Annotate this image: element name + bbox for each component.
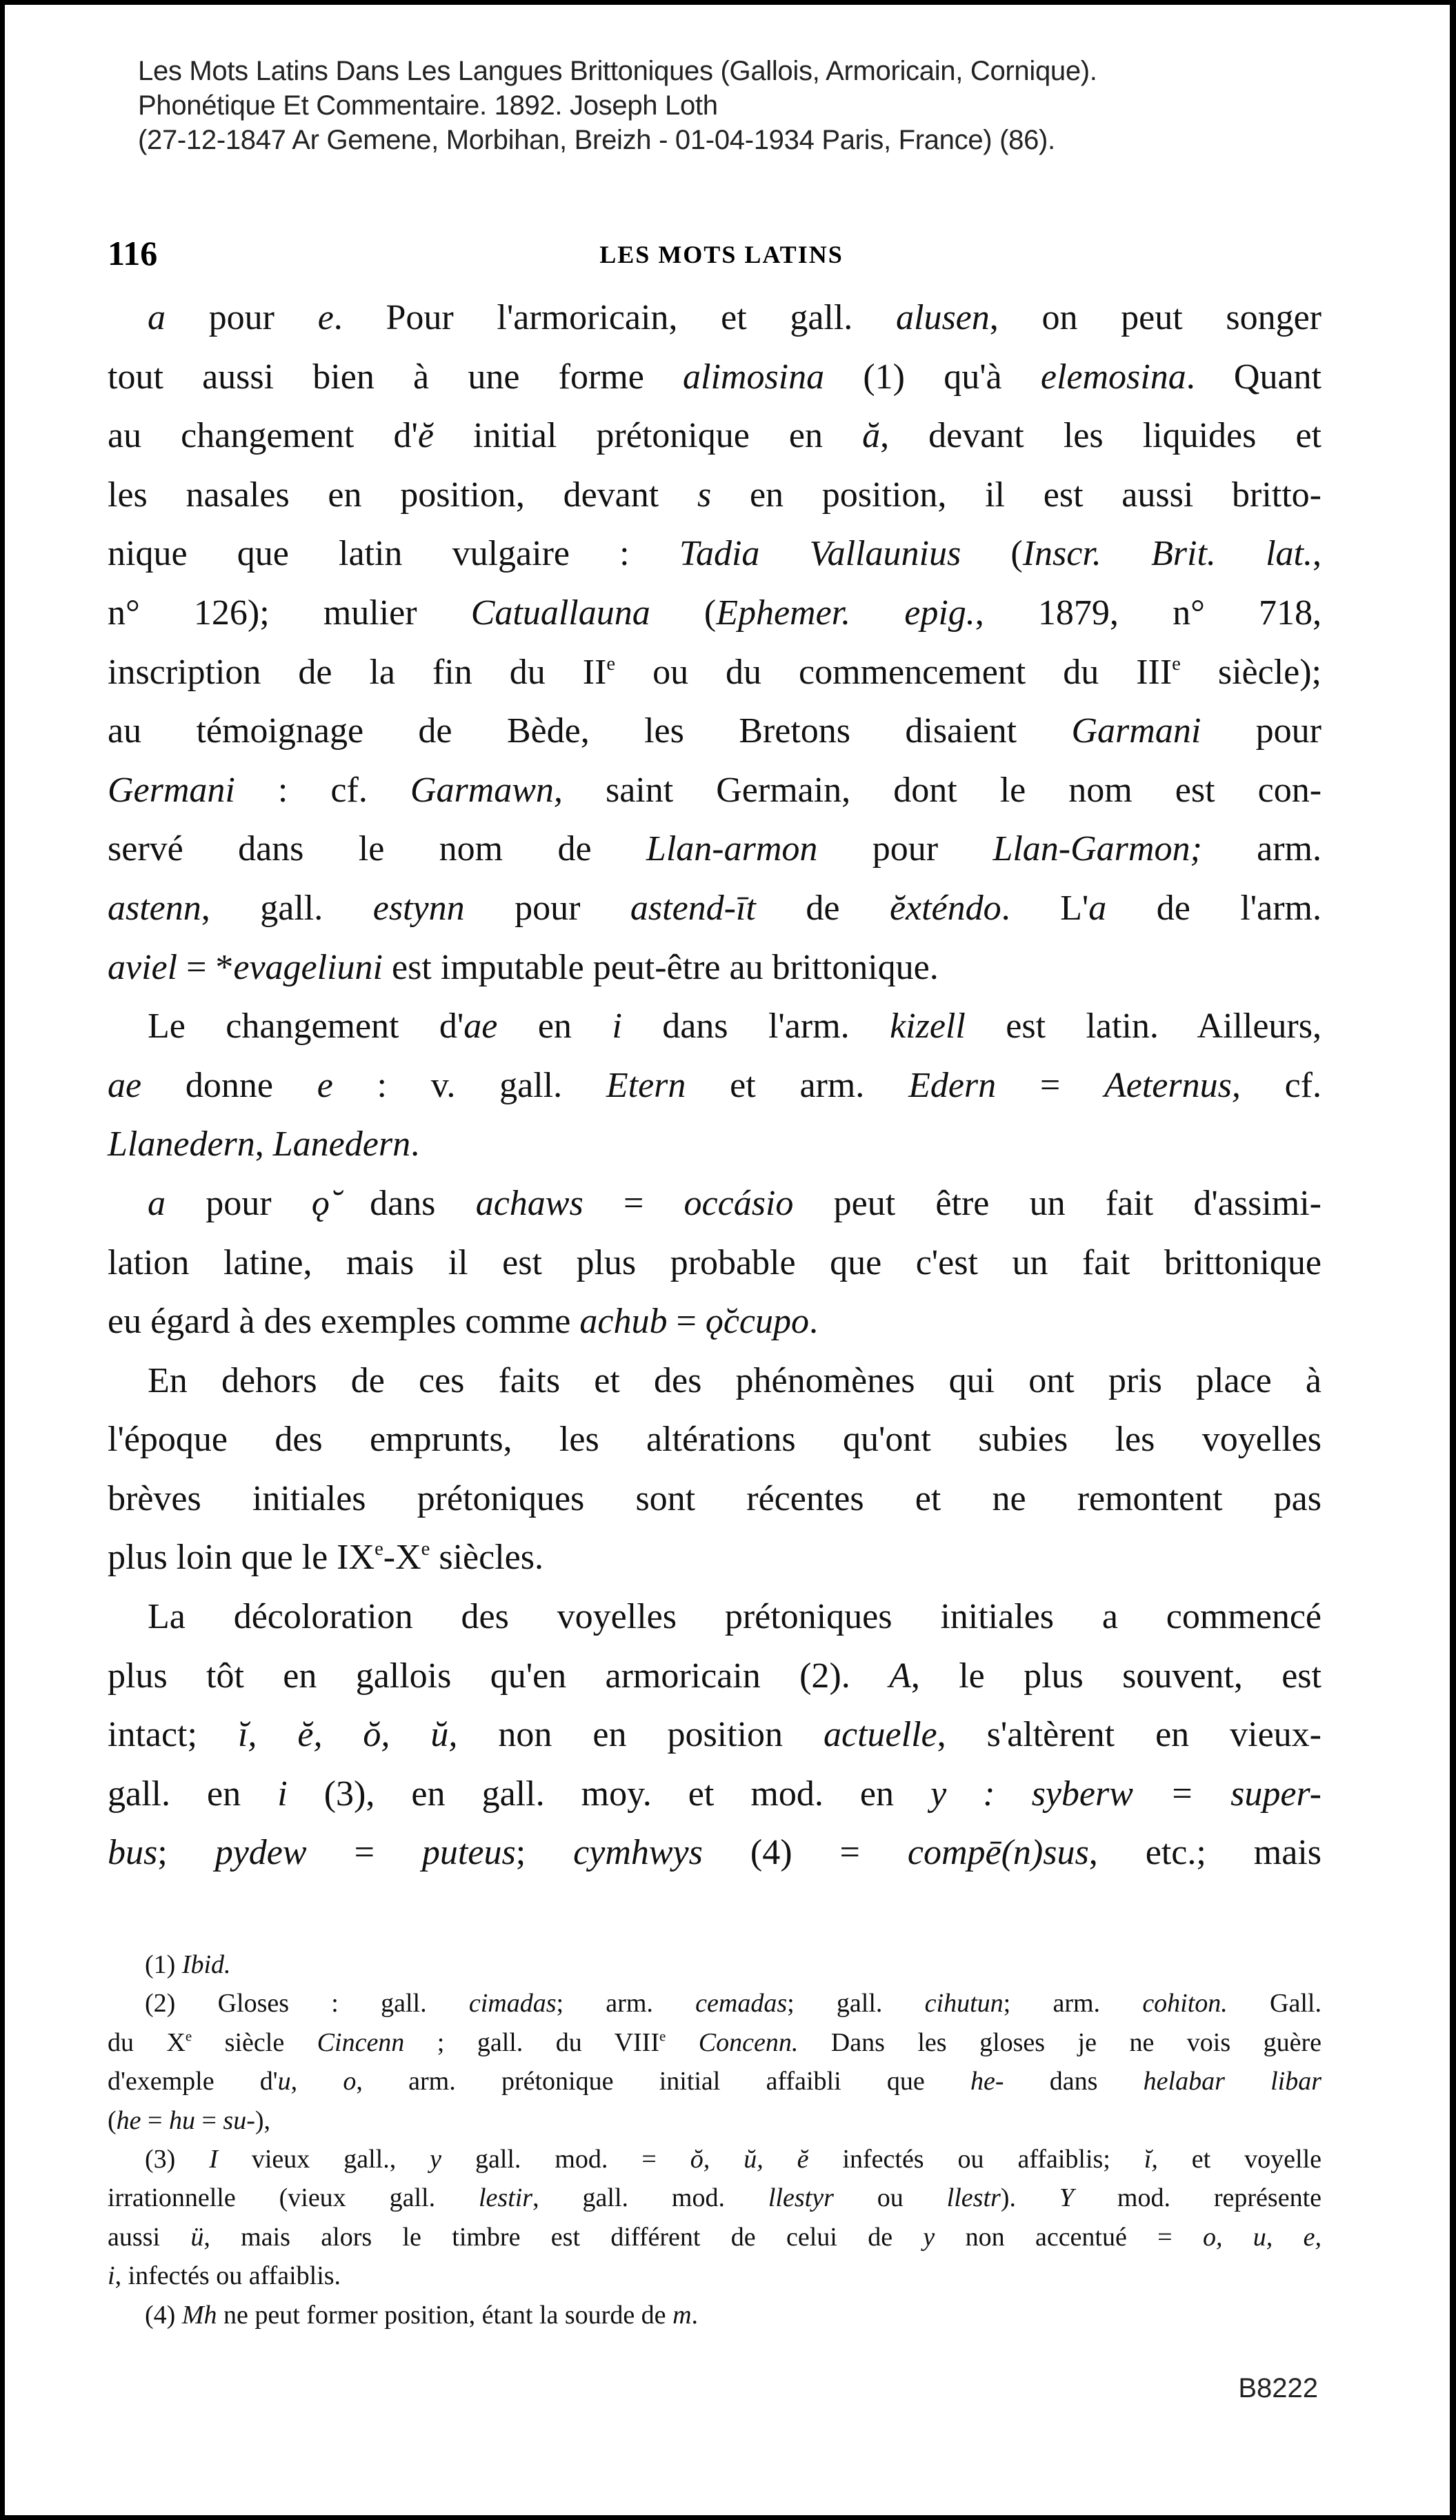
body-line bbox=[108, 1351, 1322, 1411]
text-run: = bbox=[996, 1065, 1104, 1105]
body-line bbox=[108, 524, 1322, 584]
text-run: n° 126); mulier bbox=[108, 593, 471, 633]
text-run: arm. bbox=[1201, 829, 1322, 869]
italic-term: achaws bbox=[475, 1183, 584, 1223]
body-text bbox=[108, 288, 1322, 1883]
citation-line: Les Mots Latins Dans Les Langues Brittoniques (Gallois, Armoricain, Cornique). bbox=[138, 56, 1097, 86]
text-run: les nasales en position, devant bbox=[108, 475, 697, 515]
italic-term: cemadas bbox=[695, 1989, 788, 2018]
body-line bbox=[108, 584, 1322, 643]
italic-term: hu bbox=[168, 2105, 195, 2135]
italic-term: Llan-armon bbox=[646, 829, 818, 869]
text-run: Dans les gloses je ne vois guère bbox=[798, 2027, 1322, 2057]
italic-term: he bbox=[116, 2105, 141, 2135]
italic-term: a bbox=[1088, 888, 1107, 928]
text-run: pour bbox=[817, 829, 993, 869]
italic-term: pydew bbox=[215, 1833, 307, 1873]
text-run: . bbox=[410, 1124, 420, 1164]
body-line bbox=[108, 820, 1322, 879]
body-line bbox=[108, 879, 1322, 938]
italic-term: m bbox=[672, 2300, 692, 2330]
text-run: non en position bbox=[457, 1715, 824, 1755]
text-run: Le changement d' bbox=[148, 1006, 464, 1046]
text-run: = bbox=[141, 2105, 169, 2135]
citation-line: (27-12-1847 Ar Gemene, Morbihan, Breizh - 01-04-1934 Paris, France) (86). bbox=[138, 125, 1055, 155]
italic-term: a bbox=[148, 298, 166, 337]
text-run: Gall. bbox=[1227, 1989, 1322, 2018]
body-line bbox=[108, 1410, 1322, 1469]
text-run: intact; bbox=[108, 1715, 238, 1755]
text-run: ; gall. du VIII bbox=[404, 2027, 659, 2057]
text-run: dans l'arm. bbox=[621, 1006, 890, 1046]
italic-term: bus bbox=[108, 1833, 158, 1873]
text-run: plus loin que le IX bbox=[108, 1538, 375, 1578]
body-line bbox=[108, 1233, 1322, 1293]
text-run: . L' bbox=[1001, 888, 1089, 928]
text-run: peut être un fait d'assimi- bbox=[793, 1183, 1322, 1223]
text-run: , s'altèrent en vieux- bbox=[937, 1715, 1322, 1755]
italic-term: e bbox=[317, 1065, 333, 1105]
italic-term: Edern bbox=[908, 1065, 997, 1105]
italic-term: o bbox=[343, 2067, 357, 2096]
text-run: saint Germain, dont le nom est con- bbox=[562, 770, 1322, 810]
body-line bbox=[108, 1647, 1322, 1706]
superscript: e bbox=[659, 2027, 666, 2045]
text-run: , bbox=[1312, 534, 1322, 574]
text-run: plus tôt en gallois qu'en armoricain (2). bbox=[108, 1656, 890, 1696]
text-run: . bbox=[691, 2300, 699, 2330]
text-run: pour bbox=[166, 1183, 312, 1223]
text-run: au témoignage de Bède, les Bretons disaient bbox=[108, 711, 1072, 751]
italic-term: ǫ̆ bbox=[311, 1183, 330, 1223]
catalog-code: B8222 bbox=[1238, 2373, 1318, 2403]
italic-term: alusen bbox=[896, 298, 990, 337]
italic-term: ŏ, ŭ, ĕ bbox=[690, 2144, 809, 2174]
italic-term: elemosina bbox=[1040, 357, 1186, 397]
text-run: ( bbox=[650, 593, 717, 633]
text-run: -X bbox=[383, 1538, 421, 1578]
running-head bbox=[108, 233, 1322, 275]
body-line bbox=[108, 1528, 1322, 1587]
italic-term: Ibid. bbox=[181, 1950, 231, 1979]
italic-term: ĕxténdo bbox=[889, 888, 1001, 928]
italic-term: Concenn. bbox=[698, 2027, 799, 2057]
italic-term: puteus bbox=[421, 1833, 516, 1873]
italic-term: i bbox=[612, 1006, 622, 1046]
text-run: ne peut former position, étant la sourde de bbox=[217, 2300, 673, 2330]
italic-term: Aeternus, bbox=[1104, 1065, 1241, 1105]
italic-term: i bbox=[277, 1774, 288, 1814]
footnote-line bbox=[108, 2062, 1322, 2101]
italic-term: Cincenn bbox=[317, 2027, 405, 2057]
text-run: et voyelle bbox=[1157, 2144, 1322, 2174]
footnote-line bbox=[108, 2140, 1322, 2179]
text-run: . Quant bbox=[1186, 357, 1322, 397]
text-run: est imputable peut-être au brittonique. bbox=[382, 947, 939, 987]
italic-term: llestr bbox=[946, 2183, 1001, 2213]
text-run: . bbox=[808, 1302, 818, 1342]
text-run: , devant les liquides et bbox=[880, 416, 1322, 456]
superscript: e bbox=[375, 1538, 383, 1560]
text-run: (2) Gloses : gall. bbox=[145, 1989, 469, 2018]
body-line bbox=[108, 1765, 1322, 1824]
source-citation bbox=[138, 54, 1097, 157]
italic-term: A bbox=[889, 1656, 911, 1696]
italic-term: kizell bbox=[890, 1006, 966, 1046]
text-run: ; arm. bbox=[1003, 1989, 1143, 2018]
italic-term: i bbox=[108, 2261, 115, 2291]
text-run: donne bbox=[141, 1065, 317, 1105]
italic-term: helabar libar bbox=[1143, 2067, 1322, 2096]
text-run: La décoloration des voyelles prétoniques initiales a commencé bbox=[148, 1597, 1322, 1637]
italic-term: e bbox=[317, 298, 334, 337]
text-run: , gall. mod. bbox=[532, 2183, 768, 2213]
superscript: e bbox=[185, 2027, 192, 2045]
italic-term: evageliuni bbox=[233, 947, 383, 987]
text-run: du X bbox=[108, 2027, 186, 2057]
body-line bbox=[108, 997, 1322, 1056]
italic-term: y bbox=[923, 2222, 935, 2252]
text-run: non accentué = bbox=[935, 2222, 1203, 2252]
text-run: de bbox=[755, 888, 890, 928]
text-run: dans bbox=[329, 1183, 476, 1223]
text-run: (3), en gall. moy. et mod. en bbox=[287, 1774, 931, 1814]
italic-term: cohiton. bbox=[1142, 1989, 1228, 2018]
italic-term: o, u, e, bbox=[1202, 2222, 1322, 2252]
body-line bbox=[108, 1056, 1322, 1115]
text-run: ; arm. bbox=[556, 1989, 696, 2018]
italic-term: lestir bbox=[478, 2183, 533, 2213]
body-line bbox=[108, 1174, 1322, 1233]
text-run: , mais alors le timbre est différent de celui de bbox=[203, 2222, 924, 2252]
body-line bbox=[108, 288, 1322, 348]
text-run: , 1879, n° 718, bbox=[975, 593, 1322, 633]
body-line bbox=[108, 938, 1322, 998]
body-line bbox=[108, 1587, 1322, 1647]
text-run: . Pour l'armoricain, et gall. bbox=[333, 298, 896, 337]
italic-term: a bbox=[148, 1183, 166, 1223]
italic-term: u bbox=[277, 2067, 291, 2096]
italic-term: y : syberw = super- bbox=[930, 1774, 1322, 1814]
italic-term: Germani bbox=[108, 770, 235, 810]
footnote-line bbox=[108, 2023, 1322, 2062]
italic-term: astend-īt bbox=[630, 888, 756, 928]
text-run: ( bbox=[961, 534, 1023, 574]
body-line bbox=[108, 466, 1322, 525]
text-run: ou du commencement du III bbox=[615, 652, 1173, 692]
text-run: , infectés ou affaiblis. bbox=[114, 2261, 341, 2291]
text-run: , arm. prétonique initial affaibli que bbox=[356, 2067, 970, 2096]
italic-term: Etern bbox=[606, 1065, 686, 1105]
italic-term: ü bbox=[190, 2222, 204, 2252]
italic-term: estynn bbox=[372, 888, 465, 928]
text-run: = * bbox=[177, 947, 234, 987]
body-line bbox=[108, 1115, 1322, 1174]
text-run: (4) = bbox=[702, 1833, 908, 1873]
text-run: , gall. bbox=[201, 888, 373, 928]
text-run: , bbox=[290, 2067, 343, 2096]
text-run: aussi bbox=[108, 2222, 191, 2252]
body-line bbox=[108, 1823, 1322, 1883]
body-line bbox=[108, 643, 1322, 702]
italic-term: astenn bbox=[108, 888, 201, 928]
footnote-line bbox=[108, 2218, 1322, 2256]
footnotes bbox=[108, 1945, 1322, 2334]
italic-term: s bbox=[697, 475, 712, 515]
text-run: (4) bbox=[145, 2300, 182, 2330]
italic-term: su- bbox=[223, 2105, 255, 2135]
body-line bbox=[108, 348, 1322, 407]
italic-term: y bbox=[430, 2144, 442, 2174]
italic-term: he- bbox=[970, 2067, 1004, 2096]
text-run: pour bbox=[464, 888, 630, 928]
text-run: au changement d' bbox=[108, 416, 418, 456]
text-run: infectés ou affaiblis; bbox=[808, 2144, 1144, 2174]
italic-term: Tadia Vallaunius bbox=[679, 534, 961, 574]
running-title: LES MOTS LATINS bbox=[599, 241, 844, 268]
text-run: = bbox=[667, 1302, 706, 1342]
text-run: (1) bbox=[145, 1950, 182, 1979]
italic-term: occásio bbox=[684, 1183, 794, 1223]
body-line bbox=[108, 406, 1322, 466]
body-line bbox=[108, 1292, 1322, 1351]
italic-term: cihutun bbox=[924, 1989, 1004, 2018]
italic-term: Llanedern bbox=[108, 1124, 255, 1164]
italic-term: Lanedern bbox=[272, 1124, 411, 1164]
italic-term: llestyr bbox=[768, 2183, 834, 2213]
text-run: ; gall. bbox=[787, 1989, 925, 2018]
text-run: ; bbox=[515, 1833, 574, 1873]
body-line bbox=[108, 1705, 1322, 1765]
text-run: siècles. bbox=[430, 1538, 543, 1578]
italic-term: Inscr. Brit. lat. bbox=[1022, 534, 1313, 574]
text-run: : v. gall. bbox=[332, 1065, 606, 1105]
text-run: ou bbox=[833, 2183, 947, 2213]
italic-term: aviel bbox=[108, 947, 178, 987]
body-line bbox=[108, 1469, 1322, 1529]
text-run: en position, il est aussi britto- bbox=[711, 475, 1322, 515]
italic-term: Garmani bbox=[1071, 711, 1201, 751]
italic-term: Mh bbox=[181, 2300, 217, 2330]
text-run: inscription de la fin du II bbox=[108, 652, 607, 692]
italic-term: cimadas bbox=[468, 1989, 557, 2018]
text-run: mod. représente bbox=[1074, 2183, 1322, 2213]
text-run: tout aussi bien à une forme bbox=[108, 357, 683, 397]
italic-term: achub bbox=[579, 1302, 668, 1342]
italic-term: Llan-Garmon; bbox=[993, 829, 1202, 869]
text-run: en bbox=[497, 1006, 612, 1046]
footnote-line bbox=[108, 2179, 1322, 2217]
italic-term: actuelle bbox=[824, 1715, 937, 1755]
text-run: dans bbox=[1004, 2067, 1144, 2096]
footnote-line bbox=[108, 1984, 1322, 2023]
text-run: nique que latin vulgaire : bbox=[108, 534, 679, 574]
text-run: servé dans le nom de bbox=[108, 829, 646, 869]
italic-term: ă bbox=[862, 416, 881, 456]
text-run: ), bbox=[255, 2105, 271, 2135]
text-run: = bbox=[583, 1183, 684, 1223]
text-run: = bbox=[306, 1833, 422, 1873]
text-run: , etc.; mais bbox=[1088, 1833, 1322, 1873]
italic-term: Y bbox=[1059, 2183, 1074, 2213]
superscript: e bbox=[1172, 653, 1181, 675]
italic-term: ĭ, ĕ, ŏ, ŭ, bbox=[237, 1715, 458, 1755]
italic-term: Catuallauna bbox=[470, 593, 650, 633]
text-run: (1) qu'à bbox=[824, 357, 1041, 397]
body-line bbox=[108, 702, 1322, 761]
superscript: e bbox=[421, 1538, 430, 1560]
text-run: brèves initiales prétoniques sont récentes et ne remontent pas bbox=[108, 1478, 1322, 1518]
text-run: gall. mod. = bbox=[441, 2144, 690, 2174]
italic-term: ae bbox=[108, 1065, 142, 1105]
footnote-line bbox=[108, 2101, 1322, 2140]
italic-term: compē(n)sus bbox=[907, 1833, 1089, 1873]
footnote-line bbox=[108, 1945, 1322, 1984]
italic-term: ĕ bbox=[417, 416, 434, 456]
text-run: pour bbox=[166, 298, 318, 337]
italic-term: cymhwys bbox=[573, 1833, 703, 1873]
text-run: initial prétonique en bbox=[433, 416, 863, 456]
text-run: d'exemple d' bbox=[108, 2067, 278, 2096]
text-run: (3) bbox=[145, 2144, 210, 2174]
italic-term: I bbox=[209, 2144, 218, 2174]
superscript: e bbox=[606, 653, 616, 675]
italic-term: Garmawn, bbox=[410, 770, 563, 810]
text-run: : cf. bbox=[235, 770, 410, 810]
text-run: siècle bbox=[192, 2027, 317, 2057]
text-run: l'époque des emprunts, les altérations qu'ont subies les voyelles bbox=[108, 1420, 1322, 1460]
text-run: ; bbox=[157, 1833, 215, 1873]
text-run: eu égard à des exemples comme bbox=[108, 1302, 580, 1342]
text-run bbox=[666, 2028, 698, 2057]
text-run: gall. en bbox=[108, 1774, 278, 1814]
italic-term: ae bbox=[463, 1006, 498, 1046]
italic-term: alimosina bbox=[683, 357, 825, 397]
text-run: , bbox=[255, 1124, 273, 1164]
text-run: ( bbox=[108, 2105, 117, 2135]
text-run: de l'arm. bbox=[1106, 888, 1322, 928]
text-run: est latin. Ailleurs, bbox=[965, 1006, 1322, 1046]
footnote-line bbox=[108, 2296, 1322, 2334]
italic-term: ǫ̆ccupo bbox=[705, 1302, 809, 1342]
text-run: lation latine, mais il est plus probable que c'est un fait brittonique bbox=[108, 1242, 1322, 1282]
text-run: pour bbox=[1201, 711, 1322, 751]
text-run: cf. bbox=[1240, 1065, 1322, 1105]
page-number: 116 bbox=[108, 234, 158, 272]
text-run: vieux gall., bbox=[217, 2144, 430, 2174]
text-run: ). bbox=[1000, 2183, 1059, 2213]
text-run: , le plus souvent, est bbox=[910, 1656, 1322, 1696]
italic-term: Ephemer. epig. bbox=[716, 593, 975, 633]
text-run: et arm. bbox=[686, 1065, 909, 1105]
footnote-line bbox=[108, 2256, 1322, 2295]
text-run: irrationnelle (vieux gall. bbox=[108, 2183, 479, 2213]
text-run: , on peut songer bbox=[989, 298, 1322, 337]
text-run: = bbox=[195, 2105, 223, 2135]
text-run: siècle); bbox=[1180, 652, 1322, 692]
citation-line: Phonétique Et Commentaire. 1892. Joseph Loth bbox=[138, 90, 718, 121]
text-run: En dehors de ces faits et des phénomènes qui ont pris place à bbox=[148, 1360, 1322, 1400]
body-line bbox=[108, 761, 1322, 820]
italic-term: ĭ, bbox=[1144, 2144, 1158, 2174]
